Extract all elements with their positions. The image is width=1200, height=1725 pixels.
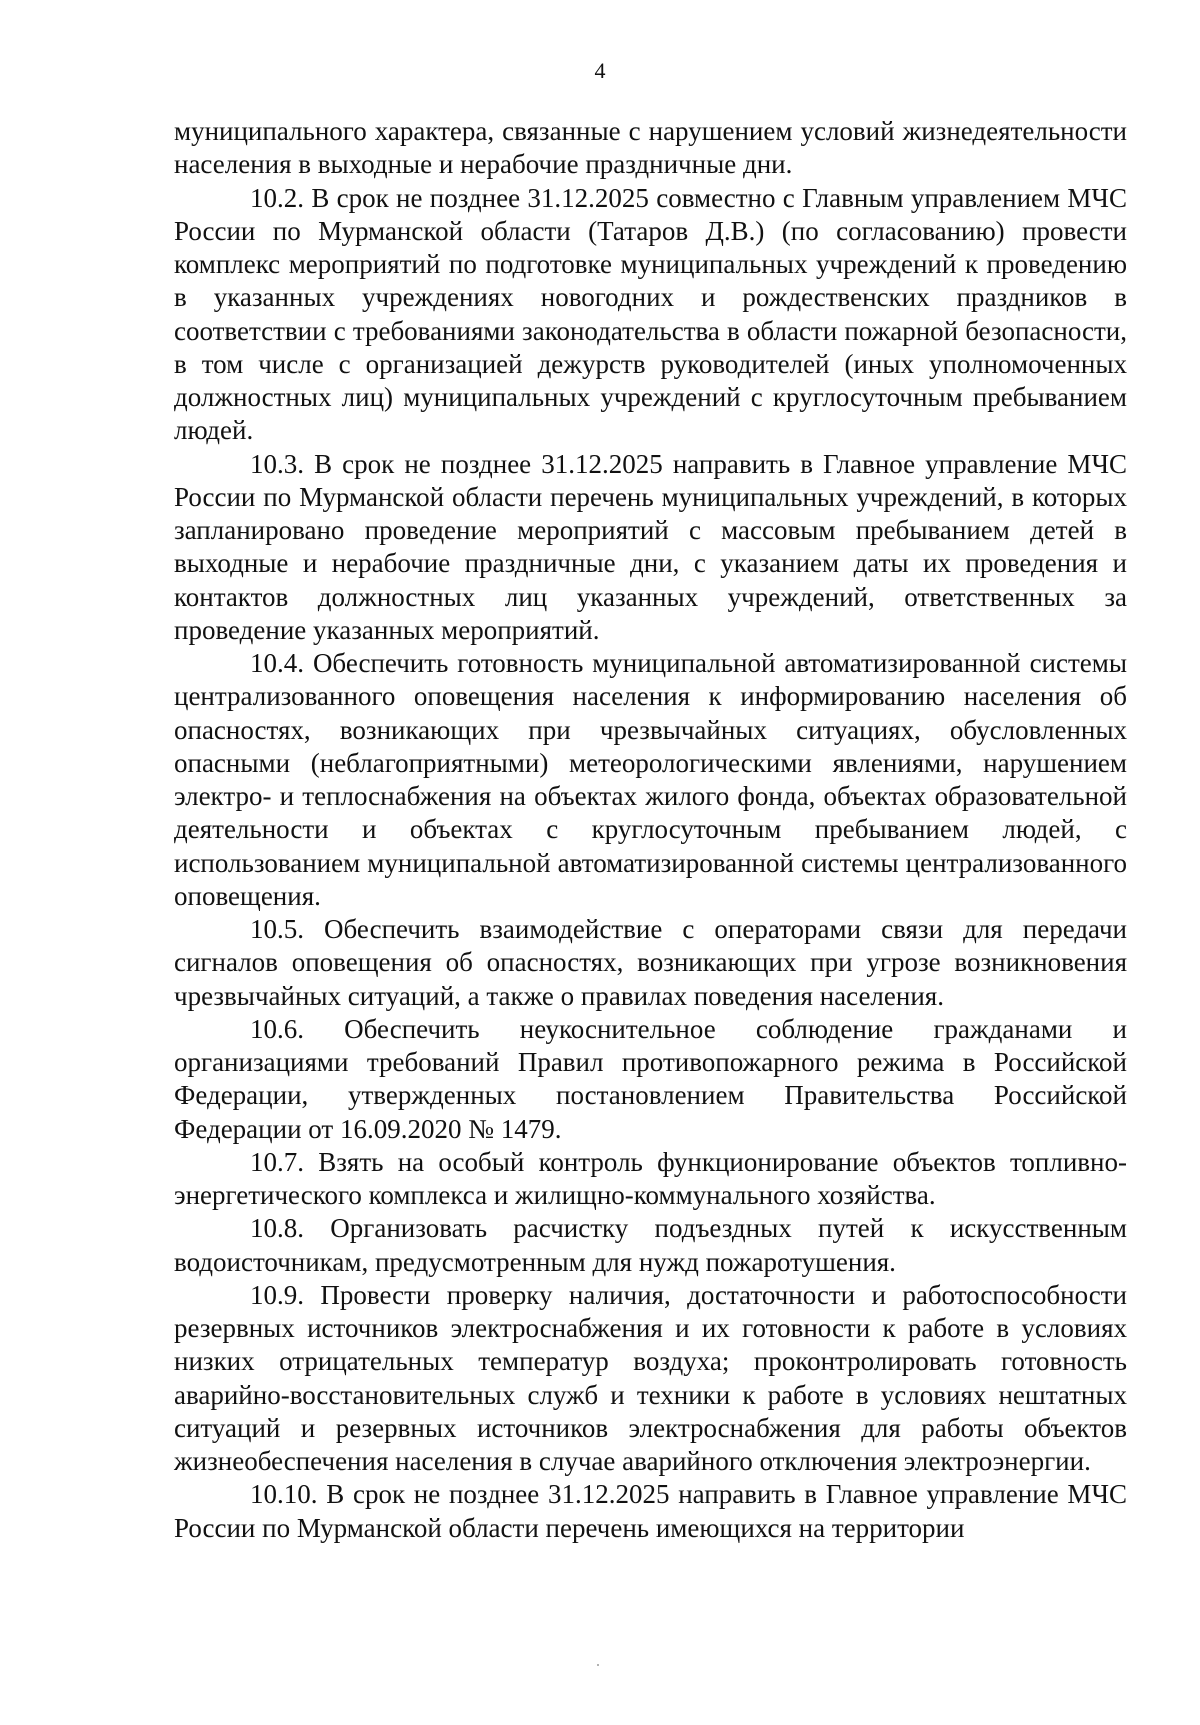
- paragraph-10-8: 10.8. Организовать расчистку подъездных путей к искусственным водоисточникам, предусмотренным для нужд пожаротушения.: [174, 1213, 1127, 1277]
- scan-artifact-dot: [597, 1664, 599, 1666]
- paragraph-10-6: 10.6. Обеспечить неукоснительное соблюдение гражданами и организациями требований Правил противопожарного режима в Российской Федерации, утвержденных постановлением Правительства Российской Федерации от 16.09.2020 № 1479.: [174, 1013, 1127, 1144]
- paragraph-10-9: 10.9. Провести проверку наличия, достаточности и работоспособности резервных источников электроснабжения и их готовности к работе в условиях низких отрицательных температур воздуха; проконтролировать готовность аварийно-восстановительных служб и техники к работе в условиях нештатных ситуаций и резервных источников электроснабжения для работы объектов жизнеобеспечения населения в случае аварийного отключения электроэнергии.: [174, 1279, 1127, 1476]
- document-body: [174, 115, 1127, 1545]
- paragraph-10-2: 10.2. В срок не позднее 31.12.2025 совместно с Главным управлением МЧС России по Мурманской области (Татаров Д.В.) (по согласованию) провести комплекс мероприятий по подготовке муниципальных учреждений к проведению в указанных учреждениях новогодних и рождественских праздников в соответствии с требованиями законодательства в области пожарной безопасности, в том числе с организацией дежурств руководителей (иных уполномоченных должностных лиц) муниципальных учреждений с круглосуточным пребыванием людей.: [174, 182, 1127, 446]
- paragraph-continuation: муниципального характера, связанные с нарушением условий жизнедеятельности населения в выходные и нерабочие праздничные дни.: [174, 116, 1127, 180]
- paragraph-10-3: 10.3. В срок не позднее 31.12.2025 направить в Главное управление МЧС России по Мурманской области перечень муниципальных учреждений, в которых запланировано проведение мероприятий с массовым пребыванием детей в выходные и нерабочие праздничные дни, с указанием даты их проведения и контактов должностных лиц указанных учреждений, ответственных за проведение указанных мероприятий.: [174, 448, 1127, 645]
- paragraph-10-4: 10.4. Обеспечить готовность муниципальной автоматизированной системы централизованного оповещения населения к информированию населения об опасностях, возникающих при чрезвычайных ситуациях, обусловленных опасными (неблагоприятными) метеорологическими явлениями, нарушением электро- и теплоснабжения на объектах жилого фонда, объектах образовательной деятельности и объектах с круглосуточным пребыванием людей, с использованием муниципальной автоматизированной системы централизованного оповещения.: [174, 648, 1127, 911]
- paragraph-10-5: 10.5. Обеспечить взаимодействие с операторами связи для передачи сигналов оповещения об опасностях, возникающих при угрозе возникновения чрезвычайных ситуаций, а также о правилах поведения населения.: [174, 914, 1127, 1011]
- paragraph-10-7: 10.7. Взять на особый контроль функционирование объектов топливно-энергетического комплекса и жилищно-коммунального хозяйства.: [174, 1146, 1127, 1210]
- page-number: 4: [594, 58, 606, 83]
- paragraph-10-10: 10.10. В срок не позднее 31.12.2025 направить в Главное управление МЧС России по Мурманской области перечень имеющихся на территории: [174, 1479, 1127, 1543]
